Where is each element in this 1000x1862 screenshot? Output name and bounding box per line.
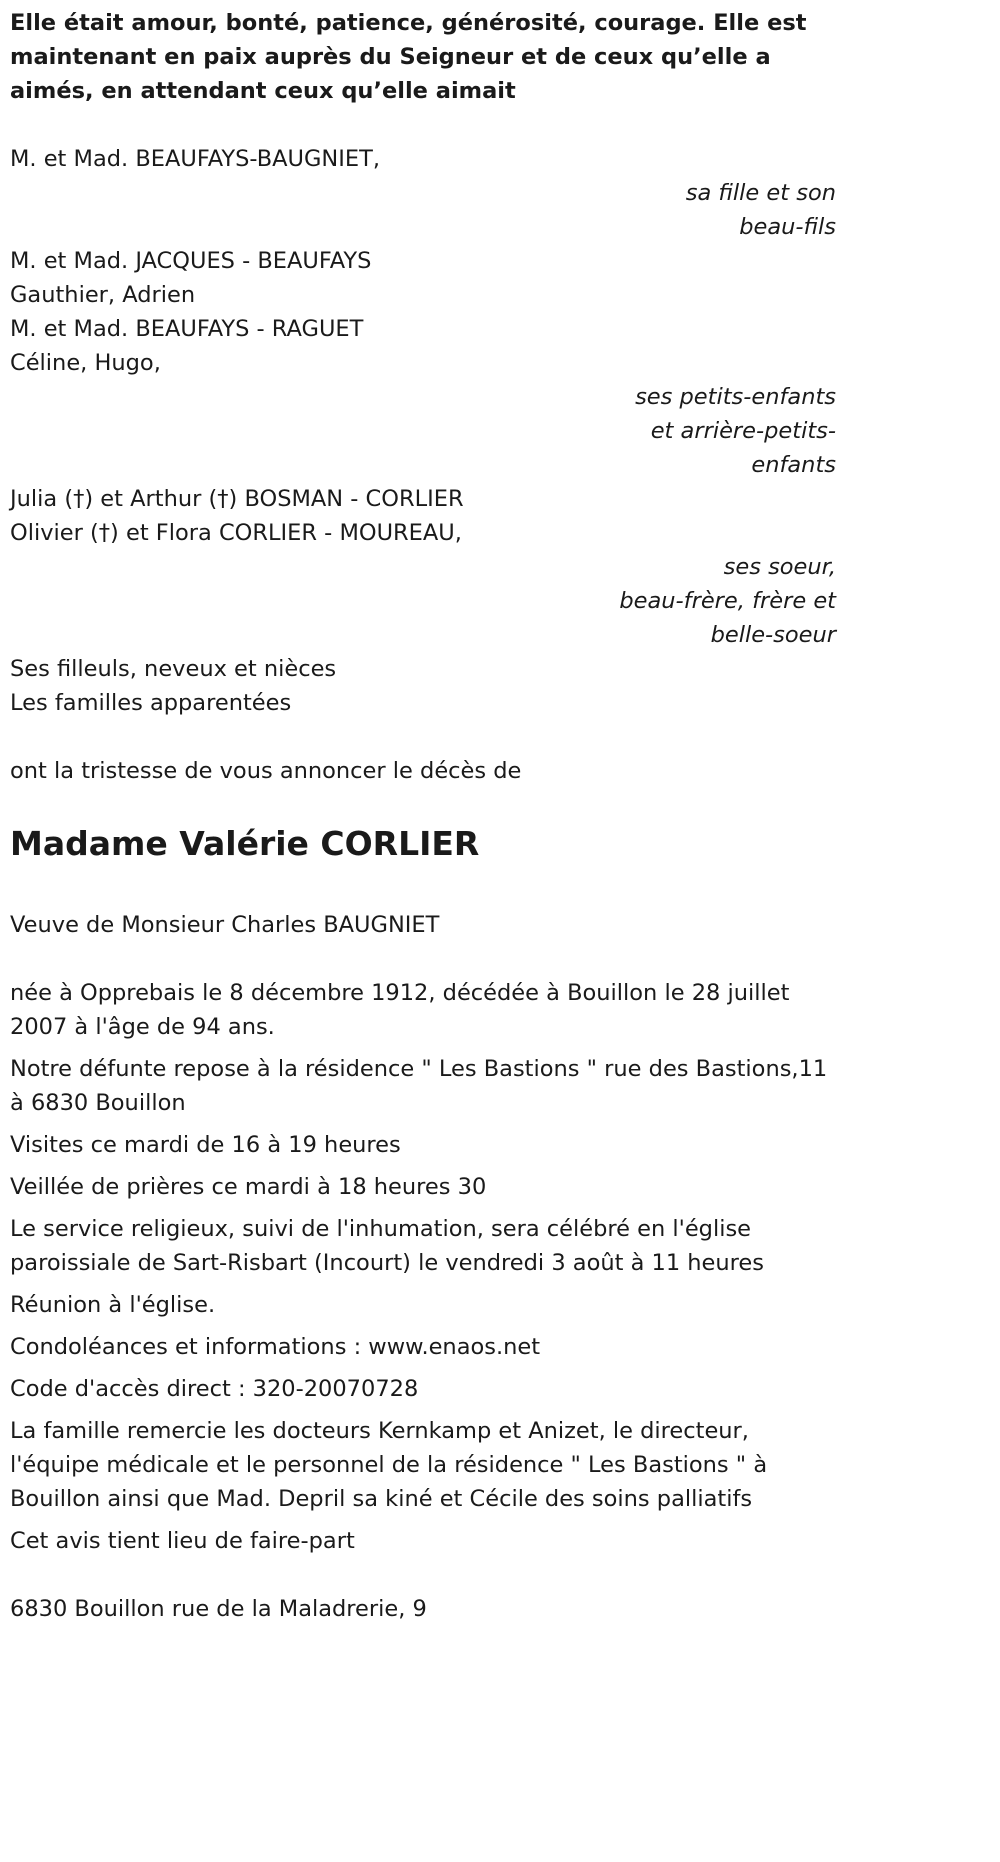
- access-code-text: Code d'accès direct : 320-20070728: [10, 1376, 419, 1402]
- visits-text: Visites ce mardi de 16 à 19 heures: [10, 1132, 401, 1158]
- condolences-text: Condoléances et informations : www.enaos.net: [10, 1334, 541, 1360]
- service-text: Le service religieux, suivi de l'inhumation, sera célébré en l'église paroissiale de Sart-Risbart (Incourt) le vendredi 3 août à 11 heures: [10, 1216, 764, 1276]
- other-relatives-line: Les familles apparentées: [10, 690, 292, 716]
- widow-of-text: Veuve de Monsieur Charles BAUGNIET: [10, 912, 440, 938]
- meeting-text: Réunion à l'église.: [10, 1292, 216, 1318]
- family-relation-line: et arrière-petits-: [650, 418, 836, 444]
- family-name-line: Gauthier, Adrien: [10, 282, 196, 308]
- family-name-line: M. et Mad. BEAUFAYS-BAUGNIET,: [10, 146, 381, 172]
- birth-death-text: née à Opprebais le 8 décembre 1912, décédée à Bouillon le 28 juillet 2007 à l'âge de 94 ans.: [10, 980, 790, 1040]
- repose-text: Notre défunte repose à la résidence " Les Bastions " rue des Bastions,11 à 6830 Bouillon: [10, 1056, 828, 1116]
- spacer: [10, 942, 836, 976]
- family-group-3: [10, 482, 836, 652]
- notice-text: Cet avis tient lieu de faire-part: [10, 1528, 355, 1554]
- thanks-text: La famille remercie les docteurs Kernkamp et Anizet, le directeur, l'équipe médicale et le personnel de la résidence " Les Bastions " à Bouillon ainsi que Mad. Depril sa kiné et Cécile des soins palliatifs: [10, 1418, 768, 1512]
- family-relation-line: ses petits-enfants: [635, 384, 836, 410]
- address-text: 6830 Bouillon rue de la Maladrerie, 9: [10, 1596, 427, 1622]
- obituary-column: [10, 6, 836, 1626]
- family-group-2: [10, 244, 836, 482]
- family-name-line: Olivier (†) et Flora CORLIER - MOUREAU,: [10, 520, 462, 546]
- family-name-line: M. et Mad. BEAUFAYS - RAGUET: [10, 316, 364, 342]
- deceased-name: Madame Valérie CORLIER: [10, 824, 480, 863]
- other-relatives: [10, 652, 836, 720]
- intro-quote: Elle était amour, bonté, patience, générosité, courage. Elle est maintenant en paix auprès du Seigneur et de ceux qu’elle a aimés, en attendant ceux qu’elle aimait: [10, 10, 807, 104]
- family-relation-line: belle-soeur: [710, 622, 836, 648]
- family-group-1: [10, 142, 836, 244]
- family-relation-line: ses soeur,: [723, 554, 836, 580]
- family-name-line: M. et Mad. JACQUES - BEAUFAYS: [10, 248, 372, 274]
- family-name-line: Céline, Hugo,: [10, 350, 161, 376]
- family-relation-line: sa fille et son: [685, 180, 836, 206]
- vigil-text: Veillée de prières ce mardi à 18 heures 30: [10, 1174, 487, 1200]
- other-relatives-line: Ses filleuls, neveux et nièces: [10, 656, 337, 682]
- family-relation-line: enfants: [751, 452, 836, 478]
- family-relation-line: beau-frère, frère et: [619, 588, 836, 614]
- announcement-text: ont la tristesse de vous annoncer le décès de: [10, 758, 522, 784]
- spacer: [10, 720, 836, 754]
- family-name-line: Julia (†) et Arthur (†) BOSMAN - CORLIER: [10, 486, 464, 512]
- family-relation-line: beau-fils: [739, 214, 836, 240]
- details-section: [10, 976, 836, 1558]
